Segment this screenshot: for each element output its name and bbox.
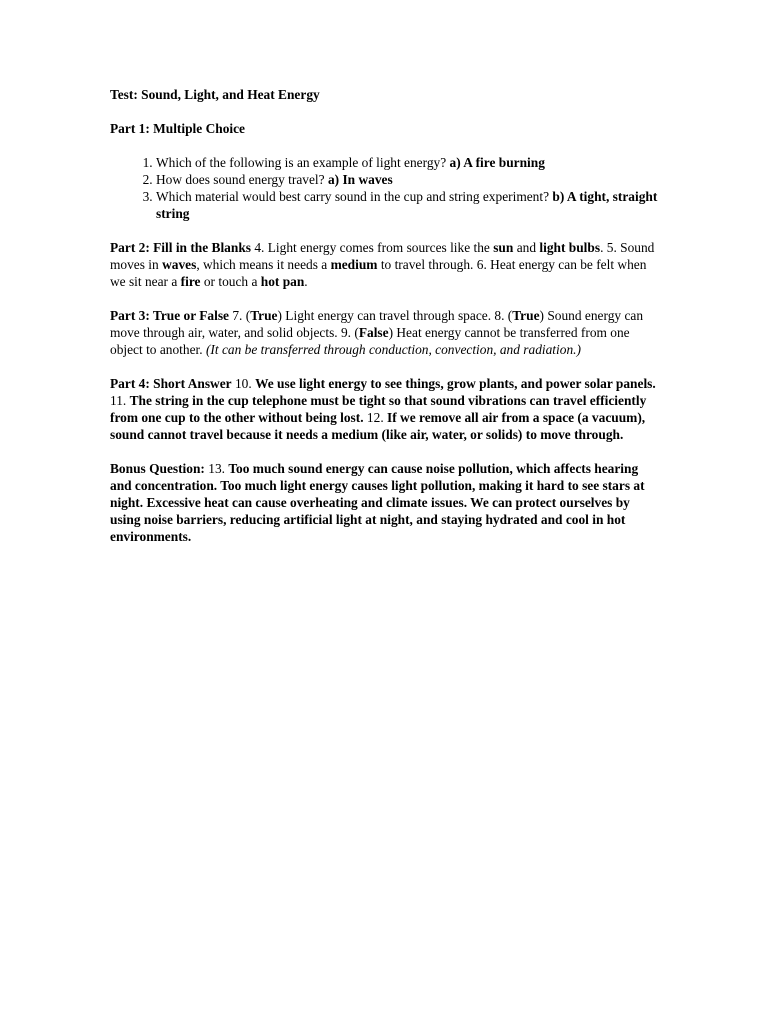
part4-paragraph	[110, 375, 660, 443]
short-answer: The string in the cup telephone must be tight so that sound vibrations can travel efficiently from one cup to the other without being lost.	[110, 393, 647, 425]
question-number: 12.	[366, 410, 384, 425]
tf-text: ) Heat energy cannot be transferred from one object to another.	[110, 325, 630, 357]
short-answer: We use light energy to see things, grow plants, and power solar panels.	[255, 376, 656, 391]
part2-paragraph	[110, 239, 660, 290]
question-text: Which material would best carry sound in the cup and string experiment?	[156, 189, 550, 204]
tf-answer: False	[358, 325, 389, 340]
question-number: 11.	[110, 393, 127, 408]
bonus-paragraph	[110, 460, 660, 545]
fill-answer: light bulbs	[539, 240, 601, 255]
list-item	[156, 188, 660, 222]
fill-answer: waves	[162, 257, 197, 272]
answer-text: a) A fire burning	[449, 155, 545, 170]
tf-note: (It can be transferred through conduction, convection, and radiation.)	[205, 342, 581, 357]
bonus-heading: Bonus Question:	[110, 461, 205, 476]
document-page	[110, 86, 660, 562]
fill-text: . 5. Sound moves in	[110, 240, 655, 272]
fill-text: , which means it needs a	[196, 257, 328, 272]
part2-heading: Part 2: Fill in the Blanks	[110, 240, 251, 255]
fill-text: to travel through. 6. Heat energy can be felt when we sit near a	[110, 257, 647, 289]
fill-answer: fire	[180, 274, 201, 289]
tf-text: 7. (	[232, 308, 251, 323]
answer-text: b) A tight, straight string	[156, 189, 658, 221]
fill-answer: sun	[493, 240, 514, 255]
fill-text: 4. Light energy comes from sources like the	[254, 240, 490, 255]
multiple-choice-list	[110, 154, 660, 222]
fill-text: and	[516, 240, 537, 255]
fill-answer: hot pan	[260, 274, 305, 289]
question-number: 13.	[208, 461, 225, 476]
fill-answer: medium	[330, 257, 378, 272]
tf-answer: True	[250, 308, 278, 323]
tf-answer: True	[512, 308, 540, 323]
answer-text: a) In waves	[327, 172, 393, 187]
bonus-answer: Too much sound energy can cause noise pollution, which affects hearing and concentration. Too much light energy causes light pollution, making it hard to see stars at night. Excessive heat can cause overheating and climate issues. We can protect ourselves by using noise barriers, reducing artificial light at night, and staying hydrated and cool in hot environments.	[110, 461, 645, 544]
part1-heading: Part 1: Multiple Choice	[110, 121, 245, 136]
fill-text: .	[304, 274, 308, 289]
part3-heading: Part 3: True or False	[110, 308, 229, 323]
list-item	[156, 154, 660, 171]
question-text: How does sound energy travel?	[156, 172, 325, 187]
tf-text: ) Light energy can travel through space. 8. (	[277, 308, 513, 323]
short-answer: If we remove all air from a space (a vacuum), sound cannot travel because it needs a medium (like air, water, or solids) to move through.	[110, 410, 646, 442]
tf-text: ) Sound energy can move through air, water, and solid objects. 9. (	[110, 308, 644, 340]
fill-text: or touch a	[203, 274, 258, 289]
part4-heading: Part 4: Short Answer	[110, 376, 232, 391]
page-title: Test: Sound, Light, and Heat Energy	[110, 87, 320, 102]
part3-paragraph	[110, 307, 660, 358]
question-text: Which of the following is an example of light energy?	[156, 155, 447, 170]
list-item	[156, 171, 660, 188]
question-number: 10.	[234, 376, 252, 391]
